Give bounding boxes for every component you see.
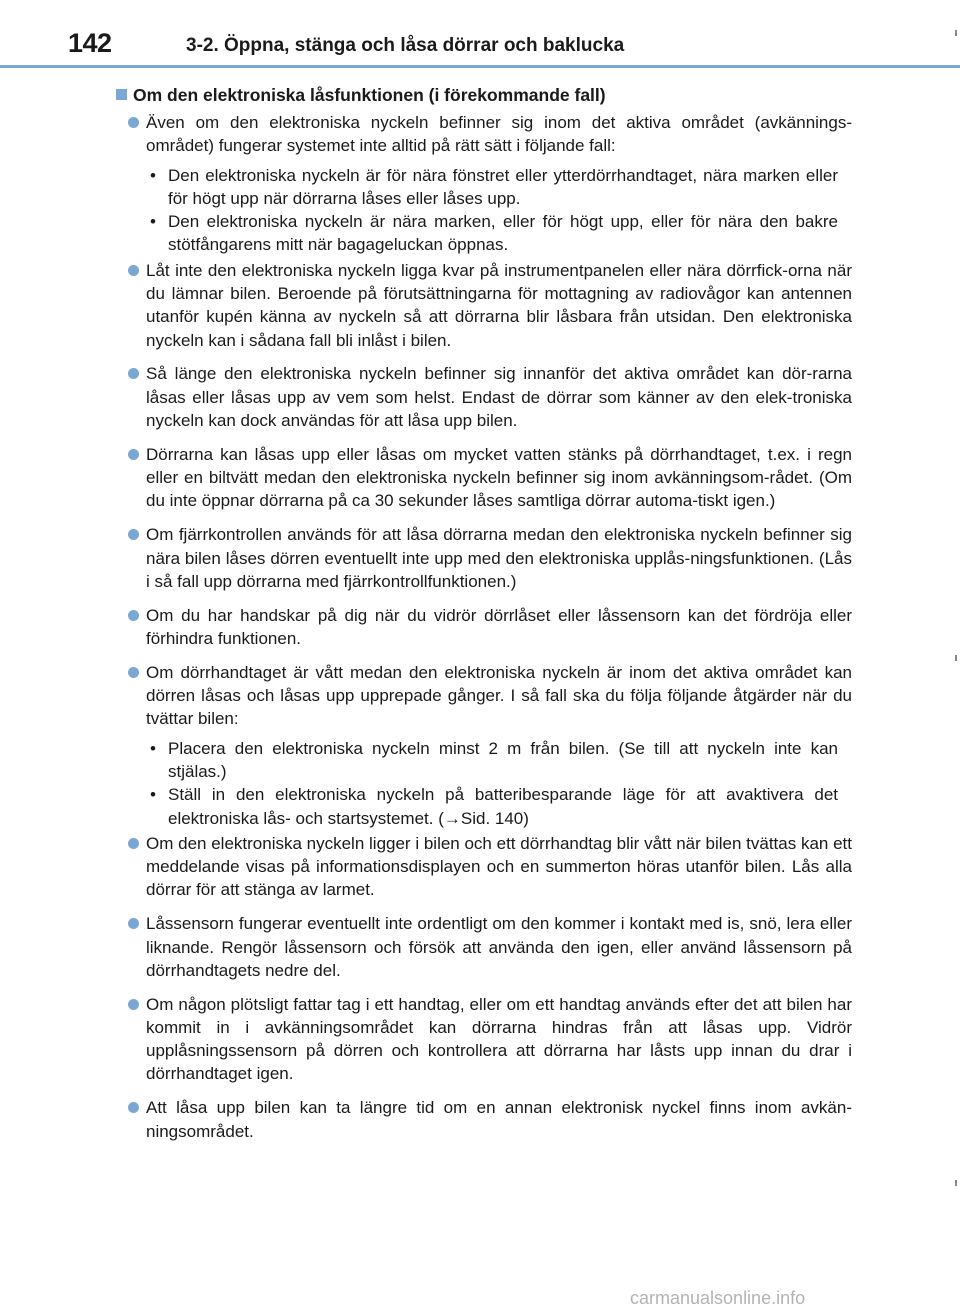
item-text: Om du har handskar på dig när du vidrör dörrlåset eller låssensorn kan det fördröja eller förhindra funktionen.: [146, 605, 852, 648]
item-text: Om den elektroniska nyckeln ligger i bilen och ett dörrhandtag blir vått när bilen tvättas kan ett meddelande visas på informationsdisplayen och en summerton höras utanför bilen. Lås alla dörrar för att stänga av larmet.: [146, 833, 852, 900]
page-header: [0, 0, 960, 70]
header-rule: [0, 65, 960, 68]
item-text: Att låsa upp bilen kan ta längre tid om en annan elektronisk nyckel finns inom avkän-ningsområdet.: [146, 1098, 852, 1141]
dot-bullet-icon: •: [150, 165, 156, 185]
circle-bullet-icon: [128, 265, 139, 276]
circle-bullet-icon: [128, 117, 139, 128]
sub-item-text: Placera den elektroniska nyckeln minst 2 m från bilen. (Se till att nyckeln inte kan stjälas.): [168, 738, 838, 781]
dot-bullet-icon: •: [150, 738, 156, 758]
edge-marker: [955, 1180, 957, 1186]
sub-list-item: [146, 783, 852, 830]
dot-bullet-icon: •: [150, 785, 156, 805]
watermark-text: carmanualsonline.info: [630, 1288, 806, 1308]
sub-list-item: [146, 210, 852, 257]
sub-item-text: Den elektroniska nyckeln är för nära fönstret eller ytterdörrhandtaget, nära marken eller för högt upp när dörrarna låses eller låses upp.: [168, 165, 838, 208]
item-text: Dörrarna kan låsas upp eller låsas om mycket vatten stänks på dörrhandtaget, t.ex. i regn eller en biltvätt medan den elektroniska nyckeln befinner sig inom avkänningsom-rådet. (Om du inte öppnar dörrarna på ca 30 sekunder låses samtliga dörrar automa-tiskt igen.): [146, 444, 852, 511]
list-item: [116, 443, 852, 513]
circle-bullet-icon: [128, 1102, 139, 1113]
dot-bullet-icon: •: [150, 212, 156, 232]
edge-marker: [955, 655, 957, 661]
list-item: [116, 523, 852, 593]
list-item: [116, 1096, 852, 1143]
item-text: Så länge den elektroniska nyckeln befinner sig innanför det aktiva området kan dör-rarna låsas eller låsas upp av vem som helst. Endast de dörrar som känner av den elek-troniska nyckeln kan dock användas för att låsa upp bilen.: [146, 364, 852, 431]
sub-item-text: Den elektroniska nyckeln är nära marken, eller för högt upp, eller för nära den bakre stötfångarens mitt när bagageluckan öppnas.: [168, 212, 838, 255]
circle-bullet-icon: [128, 999, 139, 1010]
item-text: Låssensorn fungerar eventuellt inte ordentligt om den kommer i kontakt med is, snö, lera eller liknande. Rengör låssensorn och försök att använda den igen, eller använd låssensorn på dörrhandtagets nedre del.: [146, 914, 852, 980]
list-item: [116, 993, 852, 1086]
circle-bullet-icon: [128, 368, 139, 379]
section-heading: [116, 83, 856, 107]
item-text: Även om den elektroniska nyckeln befinner sig inom det aktiva området (avkännings-området) fungerar systemet inte alltid på rätt sätt i följande fall:: [146, 113, 852, 156]
square-bullet-icon: [116, 89, 127, 100]
list-item: [116, 362, 852, 432]
item-text: Om fjärrkontrollen används för att låsa dörrarna medan den elektroniska nyckeln befinner sig nära bilen låses dörren eventuellt inte upp med den elektroniska upplås-ningsfunktionen. (Lås i så fall upp dörrarna med fjärrkontrollfunktionen.): [146, 525, 852, 591]
circle-bullet-icon: [128, 529, 139, 540]
content-list: [116, 111, 852, 1143]
list-item: [116, 259, 852, 352]
list-item: [116, 661, 852, 830]
edge-marker: [955, 30, 957, 36]
item-text: Om någon plötsligt fattar tag i ett handtag, eller om ett handtag används efter det att bilen har kommit in i avkänningsområdet kan dörrarna hindras från att låsas upp. Vidrör upplåsningssensorn på dörren och kontrollera att dörrarna har låsts upp innan du drar i dörrhandtaget igen.: [146, 994, 852, 1084]
circle-bullet-icon: [128, 667, 139, 678]
circle-bullet-icon: [128, 449, 139, 460]
item-text: Låt inte den elektroniska nyckeln ligga kvar på instrumentpanelen eller nära dörrfick-orna när du lämnar bilen. Beroende på förutsättningarna för mottagning av radiovågor kan antennen utanför kupén känna av nyckeln så att dörrarna blir låsbara från utsidan. Den elektroniska nyckeln kan i sådana fall bli inlåst i bilen.: [146, 260, 852, 350]
sub-list-item: [146, 737, 852, 784]
sub-list-item: [146, 164, 852, 211]
sub-item-text: Ställ in den elektroniska nyckeln på batteribesparande läge för att avaktivera det elektroniska lås- och startsystemet. (→Sid. 140): [168, 785, 838, 828]
circle-bullet-icon: [128, 918, 139, 929]
section-title-text: Om den elektroniska låsfunktionen (i förekommande fall): [133, 85, 606, 105]
list-item: [116, 912, 852, 982]
list-item: [116, 111, 852, 257]
circle-bullet-icon: [128, 838, 139, 849]
chapter-title: 3-2. Öppna, stänga och låsa dörrar och baklucka: [186, 35, 625, 56]
sub-list: [146, 164, 852, 257]
circle-bullet-icon: [128, 610, 139, 621]
list-item: [116, 832, 852, 902]
sub-list: [146, 737, 852, 830]
page-number: 142: [68, 28, 112, 58]
list-item: [116, 604, 852, 651]
item-text: Om dörrhandtaget är vått medan den elektroniska nyckeln är inom det aktiva området kan dörren låsas och låsas upp upprepade gånger. I så fall ska du följa följande åtgärder när du tvättar bilen:: [146, 662, 852, 729]
